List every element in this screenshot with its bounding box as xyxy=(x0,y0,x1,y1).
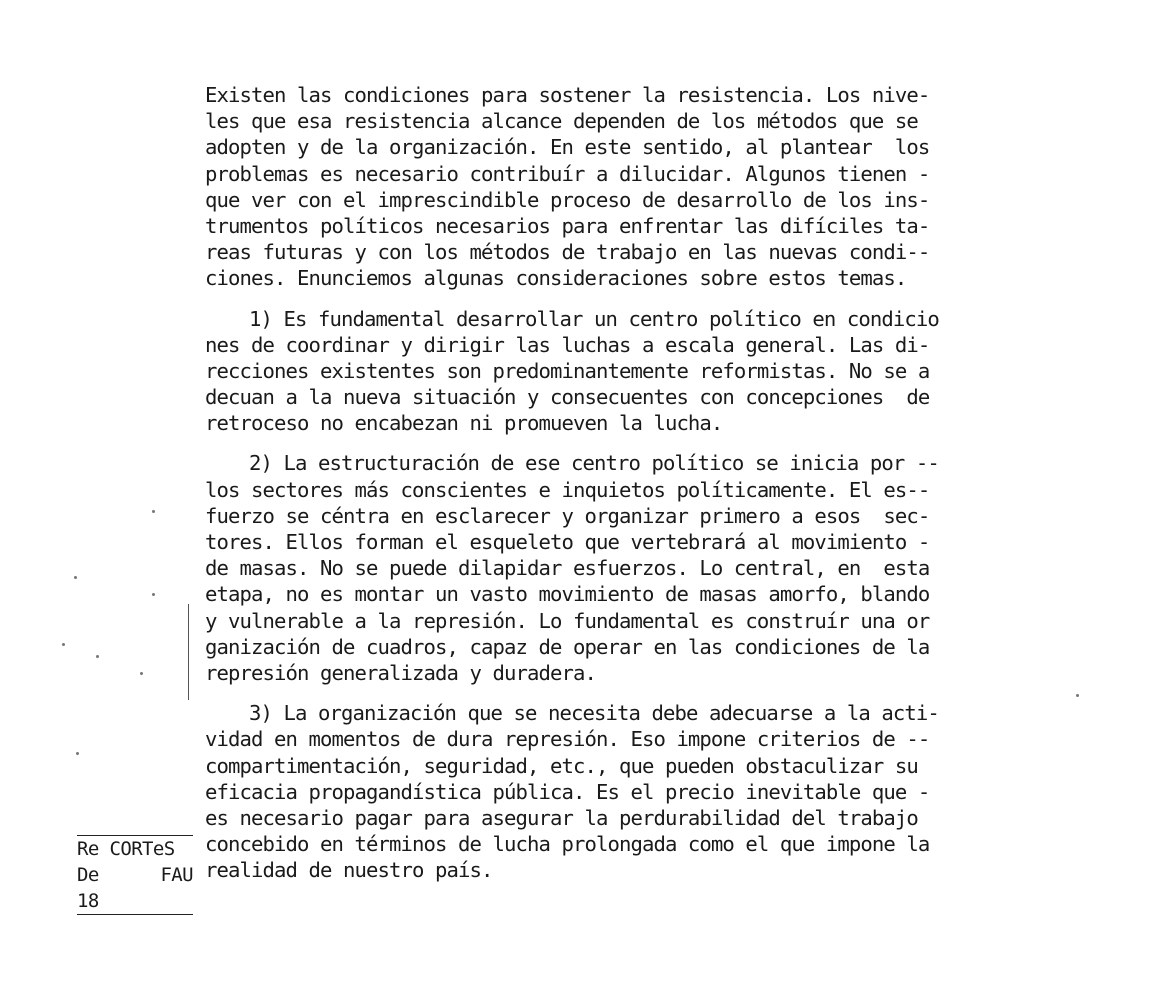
text-line: retroceso no encabezan ni promueven la lucha. xyxy=(205,411,723,436)
text-line: ciones. Enunciemos algunas consideraciones sobre estos temas. xyxy=(205,266,907,291)
footer-line-2 xyxy=(77,862,193,888)
text-line: ganización de cuadros, capaz de operar en las condiciones de la xyxy=(205,634,930,659)
text-line: vidad en momentos de dura represión. Eso impone criterios de -- xyxy=(205,727,930,752)
text-line: compartimentación, seguridad, etc., que pueden obstaculizar su xyxy=(205,753,918,778)
footer-line-1: Re CORTeS xyxy=(77,835,193,862)
text-line: 3) La organización que se necesita debe adecuarse a la acti- xyxy=(249,701,939,726)
paragraph-point-3 xyxy=(205,700,1105,883)
text-line: les que esa resistencia alcance dependen de los métodos que se xyxy=(205,109,918,134)
ink-speck xyxy=(96,655,99,658)
text-line: eficacia propagandística pública. Es el precio inevitable que - xyxy=(205,779,930,804)
footer-line-2-right: FAU xyxy=(160,864,193,886)
text-line: trumentos políticos necesarios para enfrentar las difíciles ta- xyxy=(205,213,930,238)
text-line: fuerzo se céntra en esclarecer y organizar primero a esos sec- xyxy=(205,503,930,528)
text-line: de masas. No se puede dilapidar esfuerzos. Lo central, en esta xyxy=(205,556,930,581)
text-line: Existen las condiciones para sostener la resistencia. Los nive- xyxy=(205,83,930,107)
text-line: 2) La estructuración de ese centro político se inicia por -- xyxy=(249,451,939,476)
footer-line-2-left: De xyxy=(77,864,99,886)
source-footer xyxy=(77,835,193,915)
text-line: adopten y de la organización. En este sentido, al plantear los xyxy=(205,135,930,160)
ink-speck xyxy=(1076,694,1079,697)
text-line: nes de coordinar y dirigir las luchas a escala general. Las di- xyxy=(205,332,930,357)
text-line: concebido en términos de lucha prolongada como el que impone la xyxy=(205,832,930,857)
text-line: es necesario pagar para asegurar la perdurabilidad del trabajo xyxy=(205,805,918,830)
paragraph-intro xyxy=(205,82,1105,292)
text-line: realidad de nuestro país. xyxy=(205,858,493,883)
ink-speck xyxy=(76,752,79,755)
text-line: que ver con el imprescindible proceso de desarrollo de los ins- xyxy=(205,187,930,212)
paragraph-point-1 xyxy=(205,306,1105,437)
text-line: y vulnerable a la represión. Lo fundamental es construír una or xyxy=(205,608,930,633)
ink-speck xyxy=(152,593,155,596)
text-line: recciones existentes son predominantemente reformistas. No se a xyxy=(205,358,930,383)
text-line: los sectores más conscientes e inquietos políticamente. El es-- xyxy=(205,477,930,502)
ink-speck xyxy=(140,672,143,675)
document-body xyxy=(205,82,1105,897)
text-line: problemas es necesario contribuír a dilucidar. Algunos tienen - xyxy=(205,161,930,186)
text-line: etapa, no es montar un vasto movimiento de masas amorfo, blando xyxy=(205,582,930,607)
text-line: reas futuras y con los métodos de trabajo en las nuevas condi-- xyxy=(205,240,930,265)
ink-speck xyxy=(152,510,155,513)
footer-line-3: 18 xyxy=(77,888,193,915)
text-line: 1) Es fundamental desarrollar un centro político en condicio xyxy=(249,306,939,331)
text-line: represión generalizada y duradera. xyxy=(205,660,596,685)
ink-speck xyxy=(74,576,77,579)
ink-speck xyxy=(62,643,65,646)
margin-bracket xyxy=(188,604,192,700)
text-line: decuan a la nueva situación y consecuentes con concepciones de xyxy=(205,385,930,410)
text-line: tores. Ellos forman el esqueleto que vertebrará al movimiento - xyxy=(205,530,930,554)
paragraph-point-2 xyxy=(205,450,1105,686)
